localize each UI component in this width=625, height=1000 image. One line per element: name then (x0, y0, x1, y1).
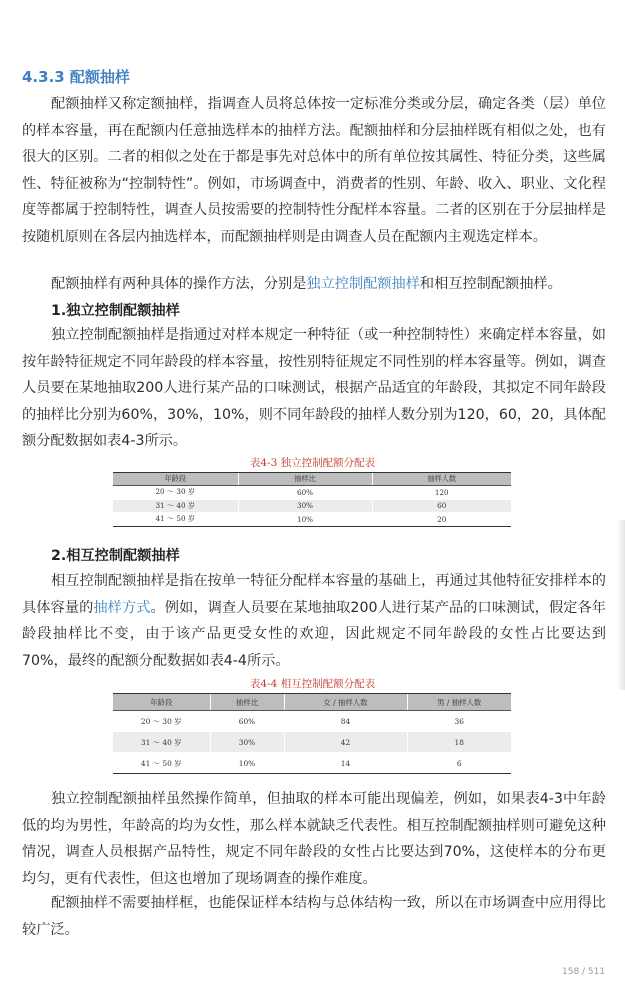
table-header: 抽样人数 (372, 473, 511, 486)
table-cell: 41 ～ 50 岁 (113, 513, 238, 527)
table-cell: 18 (407, 732, 511, 753)
table-header: 抽样比 (210, 694, 284, 711)
table-cell: 20 ～ 30 岁 (113, 711, 210, 732)
table2-caption: 表4-4 相互控制配额分配表 (249, 678, 376, 690)
table-header: 年龄段 (113, 694, 210, 711)
table-cell: 30% (210, 732, 284, 753)
paragraph-methods-text-before: 配额抽样有两种具体的操作方法，分别是 (51, 276, 307, 292)
page-edge-shadow (617, 520, 625, 690)
table-cell: 20 ～ 30 岁 (113, 486, 238, 500)
paragraph-methods-text-after: 和相互控制配额抽样。 (419, 276, 562, 292)
table-header: 男 / 抽样人数 (407, 694, 511, 711)
paragraph-independent: 独立控制配额抽样是指通过对样本规定一种特征（或一种控制特性）来确定样本容量，如按年龄特征规定不同年龄段的样本容量，按性别特征规定不同性别的样本容量等。例如，调查人员要在某地抽取200人进行某产品的口味测试，根据产品适宜的年龄段，其拟定不同年龄段的抽样比分别为60%，30%，10%，则不同年龄段的抽样人数分别为120，60，20，具体配额分配数据如表4-3所示。 (22, 327, 606, 449)
independent-quota-link[interactable]: 独立控制配额抽样 (306, 276, 420, 292)
table-header: 女 / 抽样人数 (284, 694, 407, 711)
subsection-title-independent: 1.独立控制配额抽样 (51, 303, 180, 319)
table-cell: 120 (372, 486, 511, 500)
table-cell: 36 (407, 711, 511, 732)
table-cell: 60 (372, 499, 511, 513)
table-row (113, 513, 511, 527)
table-row (113, 732, 511, 753)
table-row (113, 486, 511, 500)
paragraph-definition: 配额抽样又称定额抽样，指调查人员将总体按一定标准分类或分层，确定各类（层）单位的样本容量，再在配额内任意抽选样本的抽样方法。配额抽样和分层抽样既有相似之处，也有很大的区别。二者的相似之处在于都是事先对总体中的所有单位按其属性、特征分类，这些属性、特征被称为“控制特性”。例如，市场调查中，消费者的性别、年龄、收入、职业、文化程度等都属于控制特性，调查人员按需要的控制特性分配样本容量。二者的区别在于分层抽样是按随机原则在各层内抽选样本，而配额抽样则是由调查人员在配额内主观选定样本。 (22, 96, 606, 245)
table-cell: 10% (238, 513, 372, 527)
table-cell: 14 (284, 753, 407, 774)
section-title: 4.3.3 配额抽样 (22, 68, 130, 86)
table-header: 抽样比 (238, 473, 372, 486)
table-cell: 10% (210, 753, 284, 774)
table-header-row (113, 694, 511, 711)
paragraph-methods (22, 271, 606, 298)
table-cell: 31 ～ 40 岁 (113, 732, 210, 753)
table-header-row (113, 473, 511, 486)
quota-table-mutual (113, 693, 511, 774)
table-cell: 42 (284, 732, 407, 753)
page-number-indicator: 158 / 511 (562, 967, 606, 977)
table-cell: 6 (407, 753, 511, 774)
table-row (113, 499, 511, 513)
table-header: 年龄段 (113, 473, 238, 486)
table-row (113, 711, 511, 732)
subsection-title-mutual: 2.相互控制配额抽样 (51, 548, 180, 564)
sampling-method-link[interactable]: 抽样方式 (93, 599, 151, 616)
table-cell: 20 (372, 513, 511, 527)
table-cell: 41 ～ 50 岁 (113, 753, 210, 774)
table-row (113, 753, 511, 774)
table1-caption: 表4-3 独立控制配额分配表 (249, 457, 376, 469)
paragraph-conclusion: 配额抽样不需要抽样框，也能保证样本结构与总体结构一致，所以在市场调查中应用得比较广泛。 (22, 895, 606, 938)
table-cell: 84 (284, 711, 407, 732)
paragraph-comparison: 独立控制配额抽样虽然操作简单，但抽取的样本可能出现偏差，例如，如果表4-3中年龄低的均为男性，年龄高的均为女性，那么样本就缺乏代表性。相互控制配额抽样则可避免这种情况，调查人员根据产品特性，规定不同年龄段的女性占比要达到70%，这使样本的分布更均匀，更有代表性，但这也增加了现场调查的操作难度。 (22, 791, 606, 887)
quota-table-independent (113, 472, 511, 527)
paragraph-mutual-text-after: 。例如，调查人员要在某地抽取200人进行某产品的口味测试，假定各年龄段抽样比不变，由于该产品更受女性的欢迎，因此规定不同年龄段的女性占比要达到70%，最终的配额分配数据如表4-4所示。 (22, 599, 606, 669)
paragraph-mutual (22, 568, 606, 674)
table-cell: 60% (210, 711, 284, 732)
table-cell: 31 ～ 40 岁 (113, 499, 238, 513)
table-cell: 30% (238, 499, 372, 513)
table-cell: 60% (238, 486, 372, 500)
paragraph-mutual-text-before: 相互控制配额抽样是指在按单一特征分配样本容量的基础上，再通过其他特征安排样本的具体容量的 (22, 573, 606, 616)
